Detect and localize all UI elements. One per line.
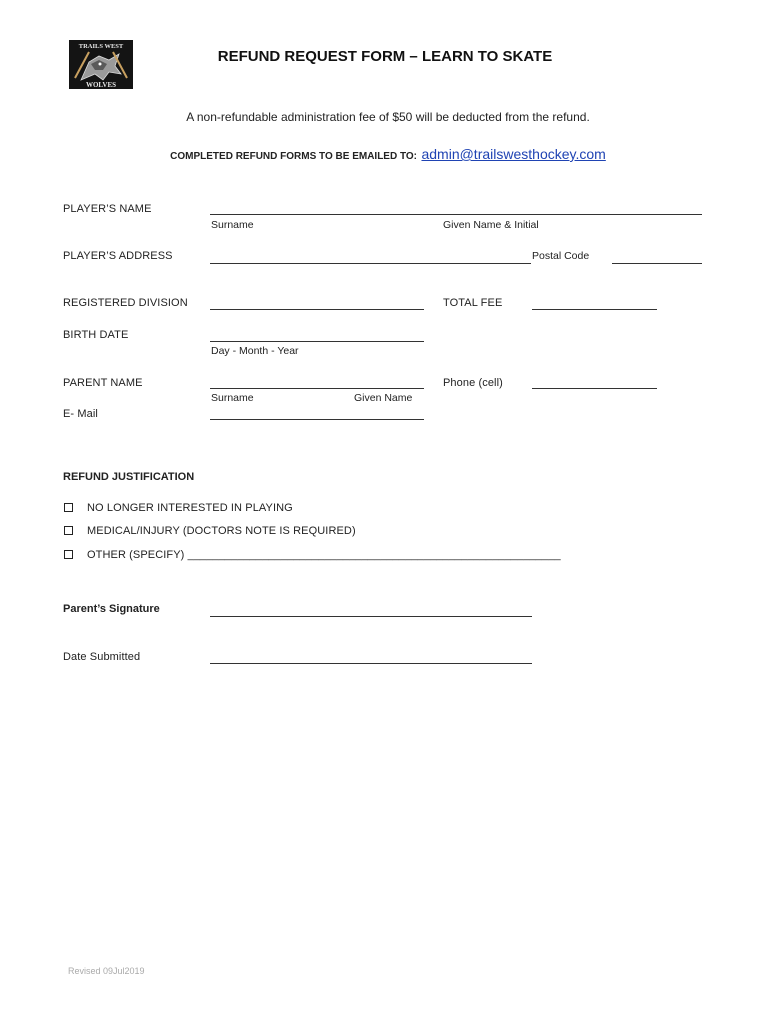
checkbox-not-interested[interactable] xyxy=(64,503,73,512)
total-fee-label: TOTAL FEE xyxy=(443,297,503,309)
date-submitted-input-line[interactable] xyxy=(210,663,532,664)
refund-justification-heading: REFUND JUSTIFICATION xyxy=(63,471,195,483)
parent-signature-label: Parent’s Signature xyxy=(63,603,160,615)
parent-surname-caption: Surname xyxy=(211,392,254,404)
parent-name-input-line[interactable] xyxy=(210,388,424,389)
option-other: OTHER (SPECIFY) ____________________________________________________________ xyxy=(87,549,561,561)
option-not-interested: NO LONGER INTERESTED IN PLAYING xyxy=(87,502,293,514)
registered-division-input-line[interactable] xyxy=(210,309,424,310)
total-fee-input-line[interactable] xyxy=(532,309,657,310)
phone-cell-input-line[interactable] xyxy=(532,388,657,389)
player-name-label: PLAYER’S NAME xyxy=(63,203,152,215)
checkbox-medical-injury[interactable] xyxy=(64,526,73,535)
phone-cell-label: Phone (cell) xyxy=(443,377,503,389)
checkbox-other[interactable] xyxy=(64,550,73,559)
registered-division-label: REGISTERED DIVISION xyxy=(63,297,188,309)
player-address-label: PLAYER’S ADDRESS xyxy=(63,250,173,262)
given-name-initial-caption: Given Name & Initial xyxy=(443,219,539,231)
surname-caption: Surname xyxy=(211,219,254,231)
parent-signature-input-line[interactable] xyxy=(210,616,532,617)
player-address-input-line[interactable] xyxy=(210,263,531,264)
email-label: COMPLETED REFUND FORMS TO BE EMAILED TO: xyxy=(170,151,418,162)
option-medical-injury: MEDICAL/INJURY (DOCTORS NOTE IS REQUIRED) xyxy=(87,525,356,537)
date-format-caption: Day - Month - Year xyxy=(211,345,299,357)
postal-code-input-line[interactable] xyxy=(612,263,702,264)
fee-notice: A non-refundable administration fee of $50 will be deducted from the refund. xyxy=(186,110,590,124)
date-submitted-label: Date Submitted xyxy=(63,651,141,663)
birth-date-input-line[interactable] xyxy=(210,341,424,342)
birth-date-label: BIRTH DATE xyxy=(63,329,129,341)
page-title xyxy=(0,48,770,65)
email-instructions xyxy=(0,146,770,164)
form-title: REFUND REQUEST FORM – LEARN TO SKATE xyxy=(217,48,553,65)
parent-name-label: PARENT NAME xyxy=(63,377,143,389)
logo-text-top: TRAILS WEST xyxy=(78,43,124,50)
email-link[interactable]: admin@trailswesthockey.com xyxy=(421,146,606,162)
email-field-label: E- Mail xyxy=(63,408,98,420)
parent-given-name-caption: Given Name xyxy=(354,392,413,404)
email-input-line[interactable] xyxy=(210,419,424,420)
revision-note: Revised 09Jul2019 xyxy=(68,966,145,976)
logo-text-bottom: WOLVES xyxy=(85,81,117,89)
player-name-input-line[interactable] xyxy=(210,214,702,215)
postal-code-label: Postal Code xyxy=(532,250,590,262)
